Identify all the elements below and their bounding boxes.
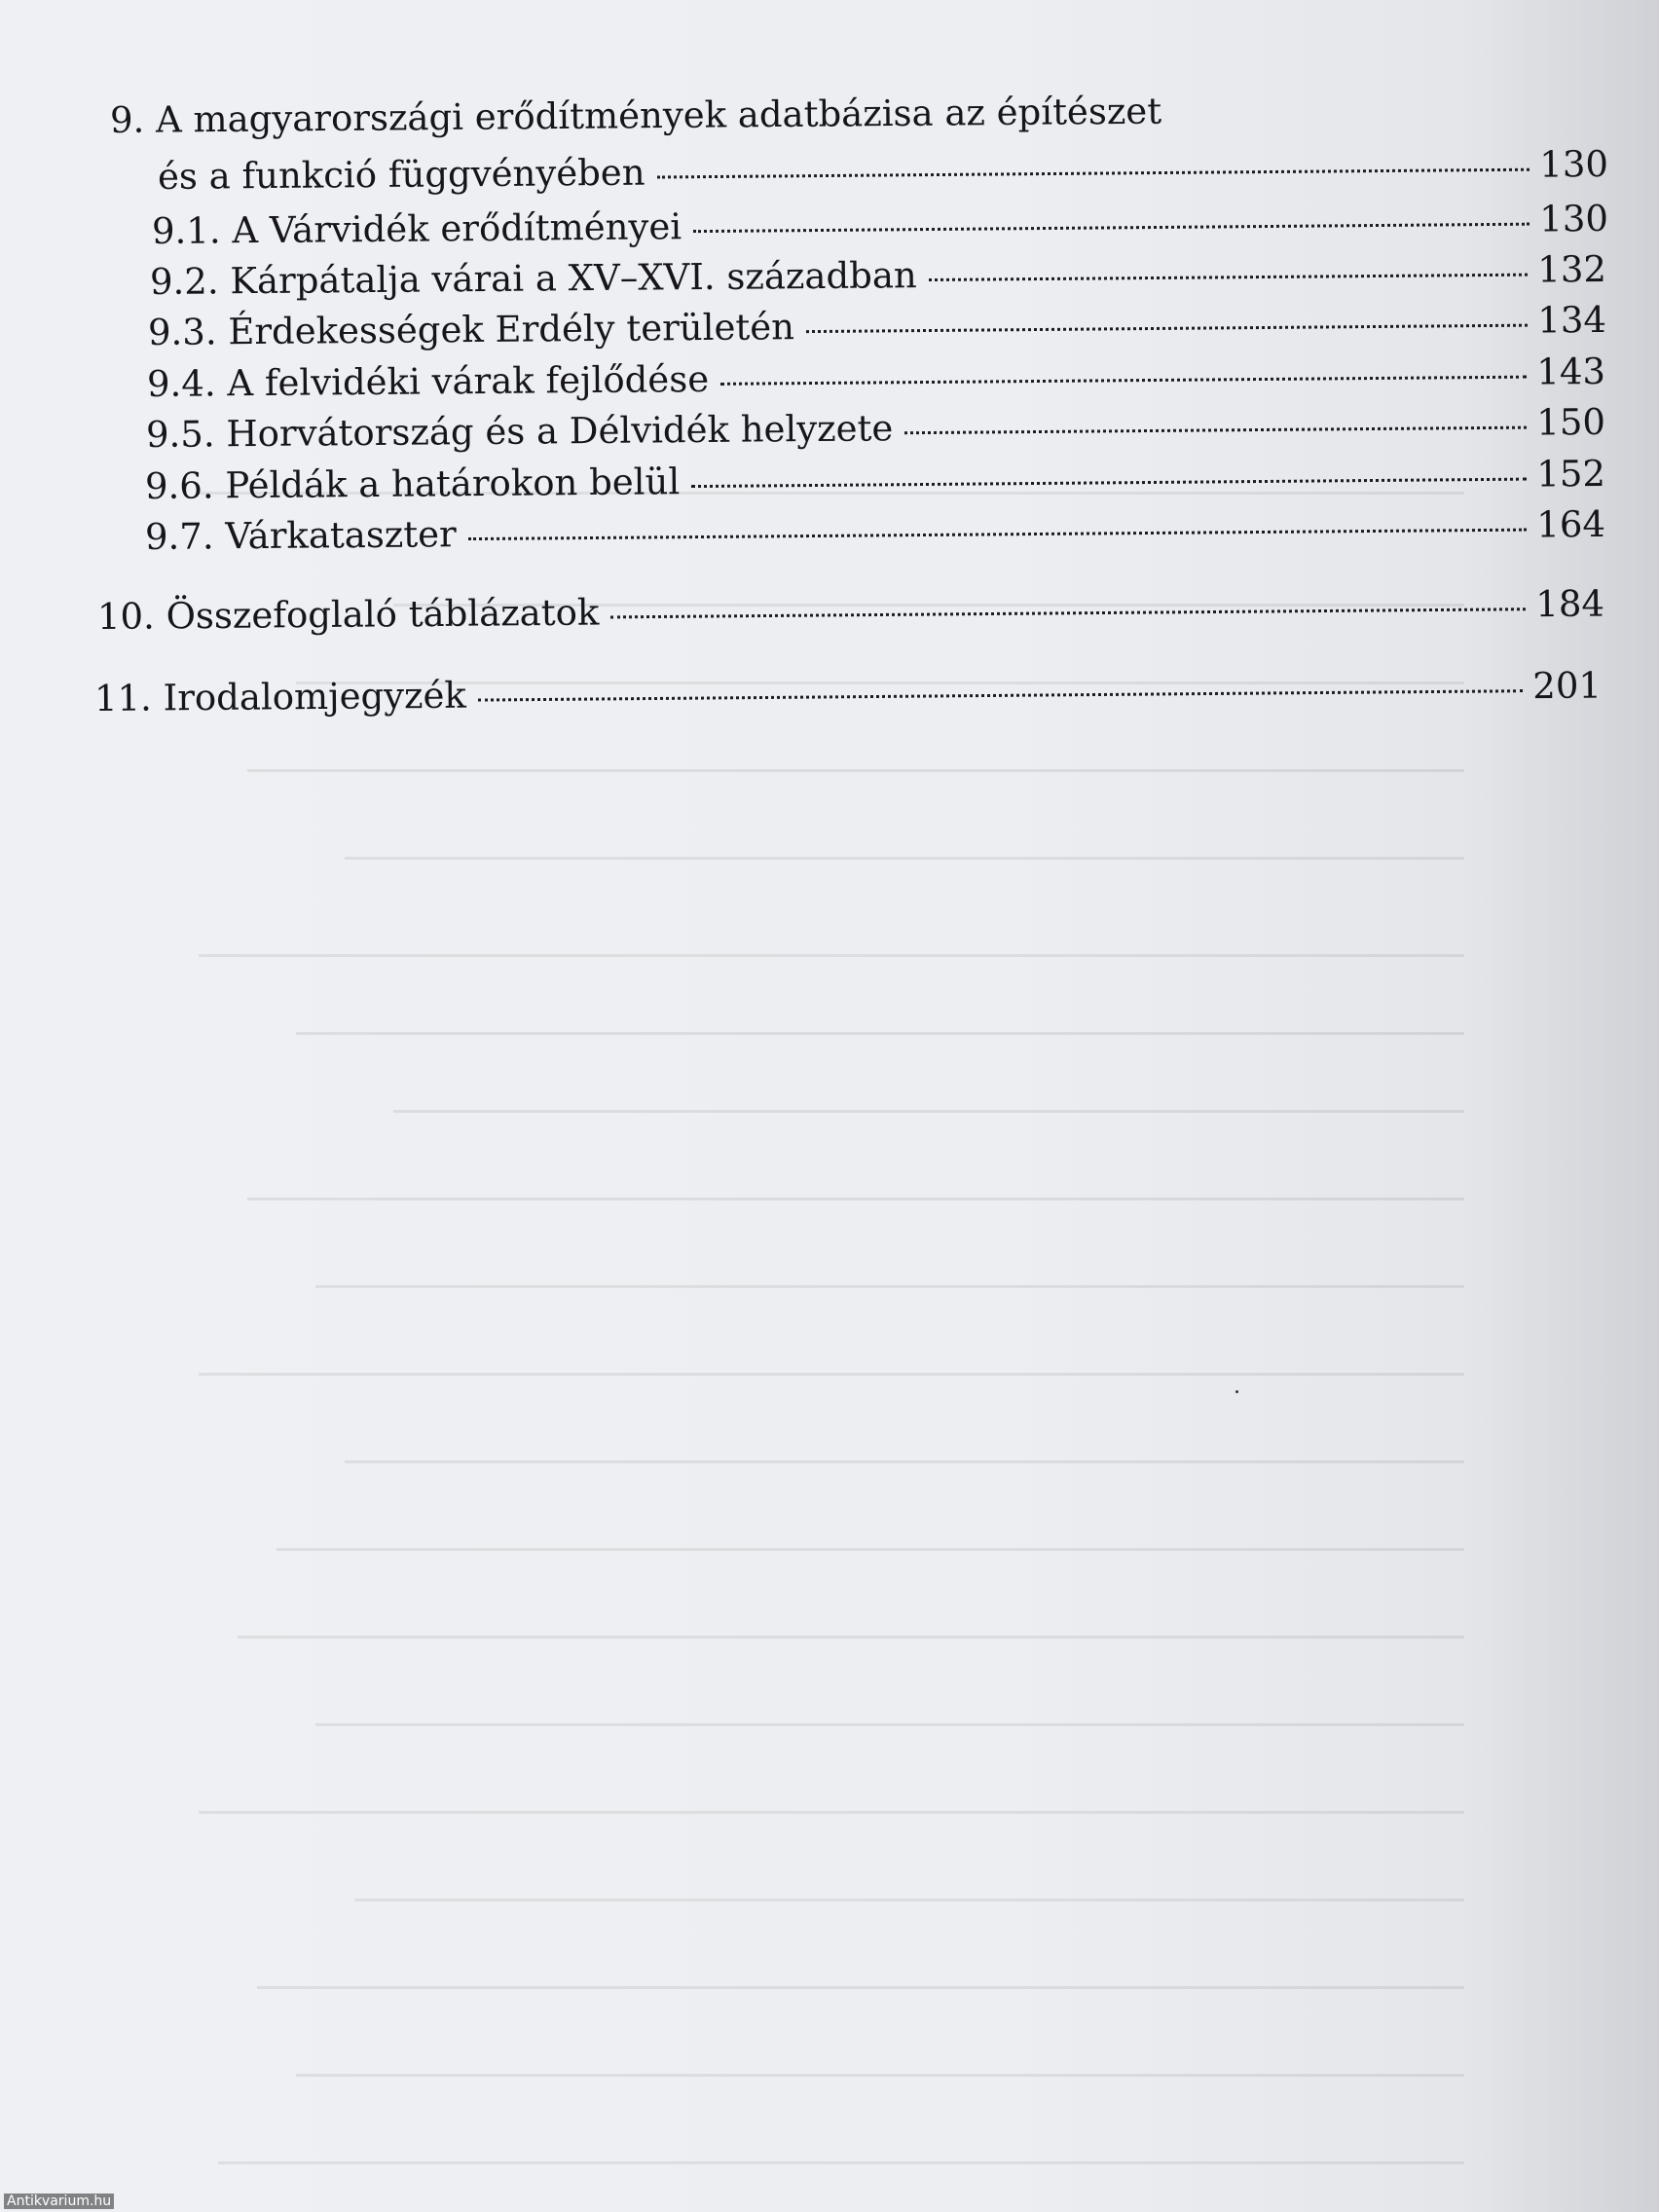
- section-title: 9.6. Példák a határokon belül: [144, 461, 681, 507]
- section-entry-9-2[interactable]: [150, 248, 1606, 304]
- section-title: 9.2. Kárpátalja várai a XV–XVI. században: [149, 254, 917, 303]
- dot-leader: [478, 689, 1523, 701]
- speck-mark: [1235, 1390, 1238, 1393]
- page-number: 150: [1536, 400, 1606, 444]
- section-title: 9.5. Horvátország és a Délvidék helyzete: [145, 407, 894, 456]
- chapter-title: 10. Összefoglaló táblázatok: [96, 591, 600, 638]
- dot-leader: [904, 426, 1527, 435]
- dot-leader: [691, 478, 1527, 488]
- chapter-9-heading-line1: 9. A magyarországi erődítmények adatbázisa az építészet: [109, 90, 1162, 141]
- dot-leader: [720, 376, 1527, 386]
- chapter-title: 11. Irodalomjegyzék: [93, 674, 467, 719]
- dot-leader: [929, 274, 1529, 281]
- section-entry-9-4[interactable]: [147, 350, 1605, 406]
- page-number: 201: [1532, 664, 1603, 708]
- dot-leader: [657, 168, 1530, 179]
- section-title: 9.4. A felvidéki várak fejlődése: [146, 357, 710, 405]
- page-number: 143: [1536, 350, 1606, 393]
- page-number: 184: [1535, 582, 1605, 626]
- dot-leader: [468, 529, 1528, 540]
- page-number: 132: [1537, 247, 1607, 291]
- section-title: 9.1. A Várvidék erődítményei: [151, 205, 682, 252]
- watermark-label: Antikvarium.hu: [4, 2194, 114, 2209]
- page-number: 152: [1536, 452, 1606, 496]
- page-number: 134: [1537, 298, 1607, 342]
- page-number: 130: [1539, 197, 1609, 240]
- chapter-10-entry[interactable]: [97, 582, 1604, 639]
- section-entry-9-6[interactable]: [145, 453, 1605, 508]
- page-number: 164: [1536, 502, 1606, 546]
- chapter-9-heading-line2: és a funkció függvényében: [157, 151, 645, 198]
- dot-leader: [693, 223, 1530, 233]
- chapter-11-entry[interactable]: [94, 664, 1602, 720]
- chapter-9-entry[interactable]: [158, 143, 1608, 199]
- section-entry-9-3[interactable]: [148, 299, 1606, 354]
- section-entry-9-1[interactable]: [152, 198, 1608, 253]
- section-title: 9.7. Várkataszter: [144, 513, 457, 558]
- page-number: 130: [1539, 142, 1609, 186]
- section-entry-9-5[interactable]: [146, 401, 1605, 457]
- section-entry-9-7[interactable]: [145, 503, 1605, 559]
- section-title: 9.3. Érdekességek Erdély területén: [147, 306, 795, 353]
- dot-leader: [806, 324, 1528, 333]
- dot-leader: [610, 608, 1526, 618]
